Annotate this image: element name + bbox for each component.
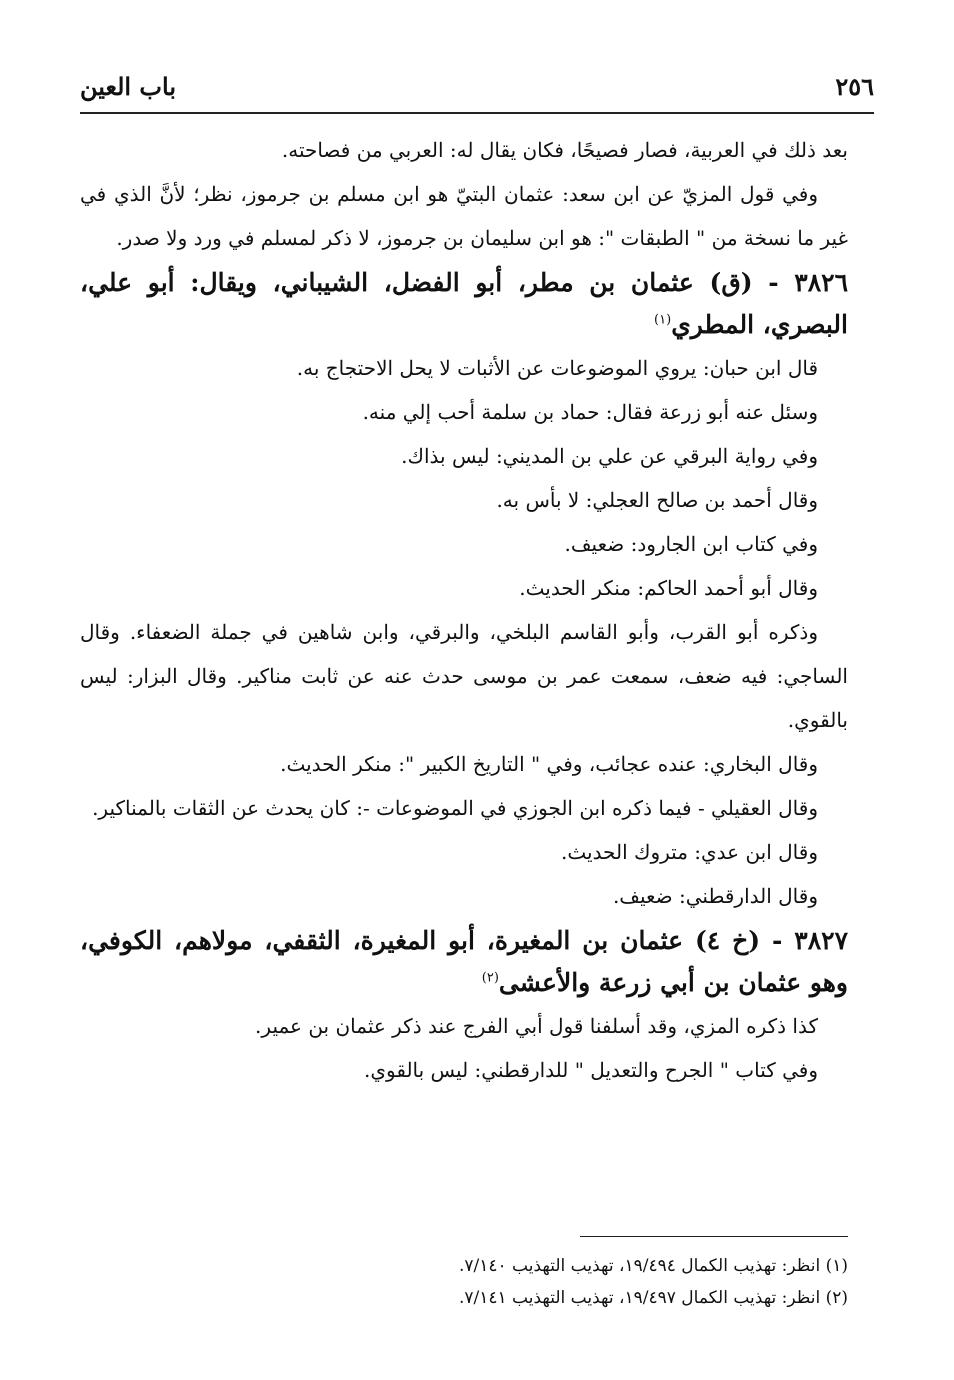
paragraph: كذا ذكره المزي، وقد أسلفنا قول أبي الفرج عند ذكر عثمان بن عمير. xyxy=(255,1014,818,1038)
paragraph: قال ابن حبان: يروي الموضوعات عن الأثبات لا يحل الاحتجاج به. xyxy=(296,356,818,380)
paragraph: وقال أحمد بن صالح العجلي: لا بأس به. xyxy=(496,488,818,512)
footnotes xyxy=(80,1250,848,1314)
paragraph: بعد ذلك في العربية، فصار فصيحًا، فكان يقال له: العربي من فصاحته. xyxy=(281,138,848,162)
entry-heading-3827 xyxy=(80,918,848,1004)
entry-heading-text: ٣٨٢٧ - (خ ٤) عثمان بن المغيرة، أبو المغيرة، الثقفي، مولاهم، الكوفي، وهو عثمان بن أبي زرعة والأعشى xyxy=(80,926,848,997)
paragraph: وقال البخاري: عنده عجائب، وفي " التاريخ الكبير ": منكر الحديث. xyxy=(280,752,818,776)
paragraph: وقال العقيلي - فيما ذكره ابن الجوزي في الموضوعات -: كان يحدث عن الثقات بالمناكير. xyxy=(92,796,818,820)
paragraph: وفي كتاب " الجرح والتعديل " للدارقطني: ليس بالقوي. xyxy=(363,1058,818,1082)
entry-heading-3826 xyxy=(80,260,848,346)
page-body xyxy=(80,128,848,1092)
paragraph: وفي رواية البرقي عن علي بن المديني: ليس بذاك. xyxy=(401,444,818,468)
footnote-1: (١) انظر: تهذيب الكمال ١٩/٤٩٤، تهذيب التهذيب ٧/١٤٠. xyxy=(458,1256,848,1276)
page-number: ٢٥٦ xyxy=(835,71,874,101)
paragraph: وفي قول المزيّ عن ابن سعد: عثمان البتيّ هو ابن مسلم بن جرموز، نظر؛ لأنَّ الذي في غير ما نسخة من " الطبقات ": هو ابن سليمان بن جرموز، لا ذكر لمسلم في ورد ولا صدر. xyxy=(80,182,848,250)
paragraph: وقال الدارقطني: ضعيف. xyxy=(612,884,818,908)
paragraph: وفي كتاب ابن الجارود: ضعيف. xyxy=(564,532,818,556)
paragraph: وسئل عنه أبو زرعة فقال: حماد بن سلمة أحب إلي منه. xyxy=(362,400,818,424)
footnote-2: (٢) انظر: تهذيب الكمال ١٩/٤٩٧، تهذيب التهذيب ٧/١٤١. xyxy=(458,1288,848,1308)
footnote-separator xyxy=(580,1236,848,1237)
footnote-ref: (٢) xyxy=(481,970,499,986)
page-header xyxy=(80,64,874,108)
paragraph: وقال أبو أحمد الحاكم: منكر الحديث. xyxy=(519,576,818,600)
paragraph: وذكره أبو القرب، وأبو القاسم البلخي، والبرقي، وابن شاهين في جملة الضعفاء. وقال الساجي: فيه ضعف، سمعت عمر بن موسى حدث عنه عن ثابت مناكير. وقال البزار: ليس بالقوي. xyxy=(80,620,848,732)
entry-heading-text: ٣٨٢٦ - (ق) عثمان بن مطر، أبو الفضل، الشيباني، ويقال: أبو علي، البصري، المطري xyxy=(80,268,848,339)
section-title: باب العين xyxy=(80,71,177,101)
header-rule xyxy=(80,112,874,114)
footnote-ref: (١) xyxy=(654,312,672,328)
paragraph: وقال ابن عدي: متروك الحديث. xyxy=(561,840,818,864)
